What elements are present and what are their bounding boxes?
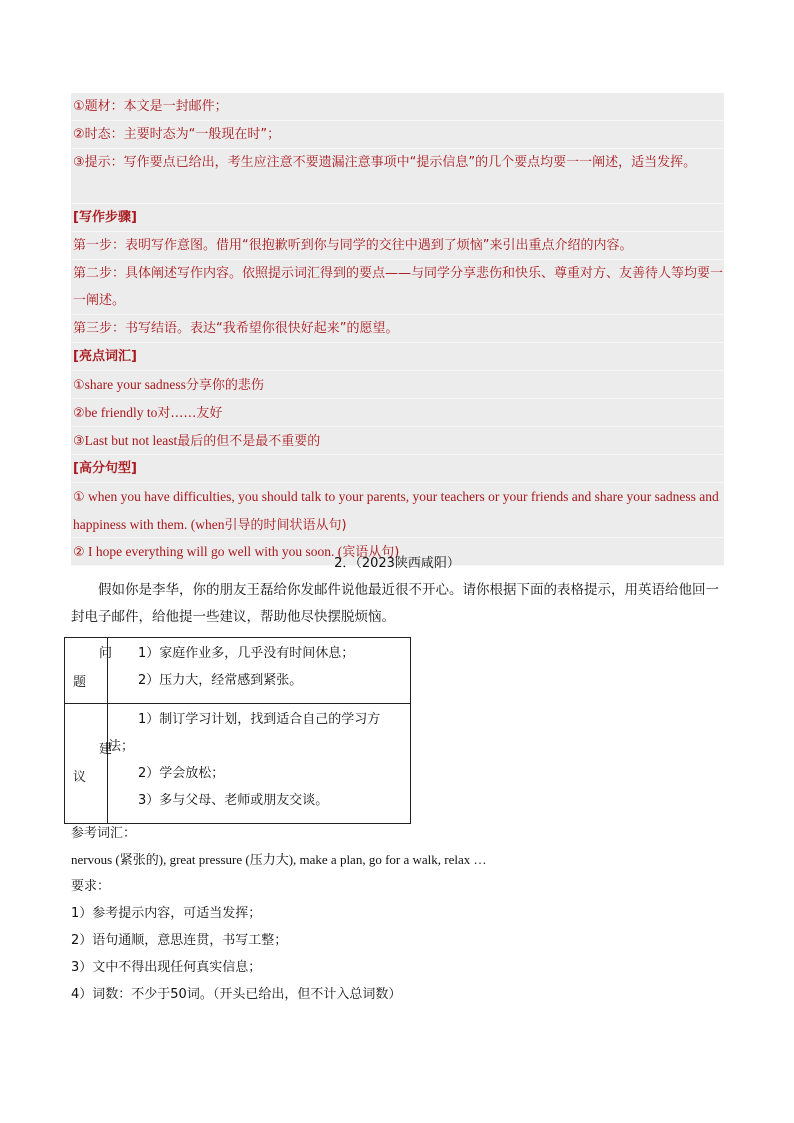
vocab-mark: ① [73, 378, 85, 393]
vocab-en: Last but not least [84, 433, 178, 448]
requirements-heading: 要求： [71, 879, 111, 894]
vocab-zh: 分享你的悲伤 [185, 378, 264, 393]
sentence-mark: ② [73, 545, 85, 560]
sentence-item [71, 483, 724, 538]
row-body-problem [108, 638, 411, 704]
table-item: 3）多与父母、老师或朋友交谈。 [138, 793, 329, 808]
row-body-advice [108, 704, 411, 824]
requirement-item: 3）文中不得出现任何真实信息； [71, 960, 262, 975]
ref-vocab-list: nervous (紧张的), great pressure (压力大), make a plan, go for a walk, relax … [71, 852, 487, 867]
table-item: 2）学会放松； [138, 766, 225, 781]
analysis-topic: ①题材：本文是一封邮件； [71, 93, 724, 121]
label-char: 建 [99, 742, 113, 757]
sentences-heading: [高分句型] [71, 455, 724, 483]
steps-heading: [写作步骤] [71, 204, 724, 232]
analysis-tip: ③提示：写作要点已给出，考生应注意不要遗漏注意事项中“提示信息”的几个要点均要一一阐述，适当发挥。 [71, 149, 724, 204]
step-1: 第一步：表明写作意图。借用“很抱歉听到你与同学的交往中遇到了烦恼”来引出重点介绍的内容。 [71, 232, 724, 260]
step-2: 第二步：具体阐述写作内容。依照提示词汇得到的要点——与同学分享悲伤和快乐、尊重对方、友善待人等均要一一阐述。 [71, 260, 724, 315]
hint-table [64, 637, 411, 824]
label-char: 议 [73, 770, 87, 785]
vocab-item [71, 371, 724, 399]
table-item: 法； [108, 739, 135, 754]
table-item: 2）压力大，经常感到紧张。 [138, 673, 303, 688]
table-item: 1）家庭作业多，几乎没有时间休息； [138, 646, 355, 661]
vocab-mark: ② [73, 406, 85, 421]
row-label-problem [65, 638, 113, 704]
requirement-item: 4）词数：不少于50词。（开头已给出，但不计入总词数） [71, 987, 402, 1002]
vocab-zh: 对……友好 [157, 406, 223, 421]
sentence-en: when you have difficulties, you should talk to your parents, your teachers or your friends and share your sadness and happiness with them. (when [73, 489, 719, 532]
analysis-tense: ②时态：主要时态为“一般现在时”； [71, 121, 724, 149]
vocab-item [71, 427, 724, 455]
vocab-zh: 最后的但不是最不重要的 [177, 434, 321, 449]
sentence-zh: 宾语从句) [342, 545, 400, 560]
table-row [65, 638, 411, 704]
question-prompt: 假如你是李华，你的朋友王磊给你发邮件说他最近很不开心。请你根据下面的表格提示，用英语给他回一封电子邮件，给他提一些建议，帮助他尽快摆脱烦恼。 [71, 582, 719, 625]
sentence-en: I hope everything will go well with you soon. ( [84, 544, 343, 559]
vocab-en: be friendly to [84, 405, 158, 420]
question-number-source: 2．（2023陕西咸阳） [334, 556, 460, 571]
label-char: 题 [73, 675, 87, 690]
vocab-heading: [亮点词汇] [71, 343, 724, 371]
row-label-advice [65, 704, 113, 824]
vocab-mark: ③ [73, 434, 85, 449]
vocab-en: share your sadness [84, 377, 186, 392]
analysis-block [71, 93, 724, 566]
sentence-mark: ① [73, 490, 85, 505]
requirement-item: 2）语句通顺，意思连贯，书写工整； [71, 933, 288, 948]
ref-vocab-heading: 参考词汇： [71, 826, 137, 841]
label-char: 问 [99, 646, 113, 661]
requirement-item: 1）参考提示内容，可适当发挥； [71, 906, 262, 921]
step-3: 第三步：书写结语。表达“我希望你很快好起来”的愿望。 [71, 315, 724, 343]
sentence-zh: 引导的时间状语从句) [224, 518, 347, 533]
table-row [65, 704, 411, 824]
vocab-item [71, 399, 724, 427]
table-item: 1）制订学习计划，找到适合自己的学习方 [138, 712, 381, 727]
